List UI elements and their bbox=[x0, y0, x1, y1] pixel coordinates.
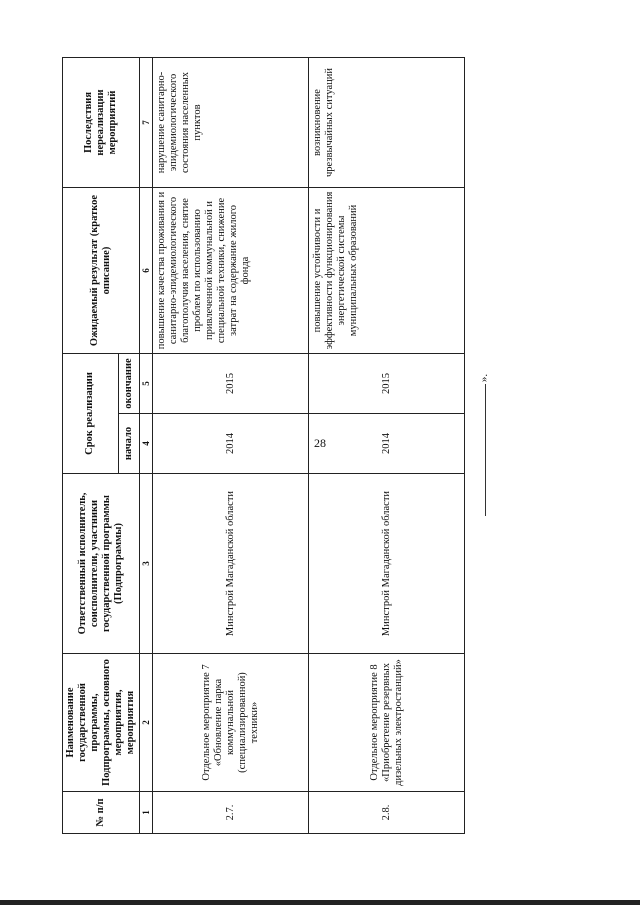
row-end: 2015 bbox=[309, 354, 465, 414]
header-start: начало bbox=[118, 414, 139, 474]
column-number: 2 bbox=[140, 654, 153, 792]
header-row bbox=[63, 58, 119, 834]
row-num: 2.7. bbox=[153, 792, 309, 834]
column-number: 6 bbox=[140, 188, 153, 354]
row-num: 2.8. bbox=[309, 792, 465, 834]
column-numbers-row bbox=[140, 58, 153, 834]
footer-rule bbox=[0, 900, 640, 905]
row-name: Отдельное мероприятие 8 «Приобретение резервных дизельных электростанций» bbox=[309, 654, 465, 792]
header-num: № п/п bbox=[63, 792, 140, 834]
row-consequences: нарушение санитарно-эпидемиологического состояния населенных пунктов bbox=[153, 58, 309, 188]
measures-table bbox=[62, 57, 465, 834]
row-start: 2014 bbox=[309, 414, 465, 474]
table-row bbox=[153, 58, 309, 834]
row-consequences: возникновение чрезвычайных ситуаций bbox=[309, 58, 465, 188]
table-row bbox=[309, 58, 465, 834]
header-consequences: Последствия нереализации мероприятий bbox=[63, 58, 140, 188]
column-number: 1 bbox=[140, 792, 153, 834]
column-number: 7 bbox=[140, 58, 153, 188]
divider-line bbox=[485, 384, 486, 516]
column-number: 3 bbox=[140, 474, 153, 654]
row-executor: Минстрой Магаданской области bbox=[309, 474, 465, 654]
page-number: 28 bbox=[314, 436, 326, 450]
table-frame bbox=[62, 58, 453, 834]
closing-divider bbox=[478, 373, 492, 518]
row-start: 2014 bbox=[153, 414, 309, 474]
row-result: повышение качества проживания и санитарно-эпидемиологического благополучия населения, снятие проблем по использованию привлеченной коммунальной и специальной техники, снижение затрат на содержание жилого фонда bbox=[153, 188, 309, 354]
closing-quote: ». bbox=[478, 373, 491, 383]
row-name: Отдельное мероприятие 7 «Обновление парка коммунальной (специализированной) техники» bbox=[153, 654, 309, 792]
header-result: Ожидаемый результат (краткое описание) bbox=[63, 188, 140, 354]
row-end: 2015 bbox=[153, 354, 309, 414]
header-executor: Ответственный исполнитель, соисполнители, участники государственной программы (Подпрограммы) bbox=[63, 474, 140, 654]
row-result: повышение устойчивости и эффективности функционирования энергетической системы муниципальных образований bbox=[309, 188, 465, 354]
header-period: Срок реализации bbox=[63, 354, 119, 474]
rotated-table-container bbox=[62, 58, 453, 834]
column-number: 4 bbox=[140, 414, 153, 474]
header-name: Наименование государственной программы, Подпрограммы, основного мероприятия, мероприятия bbox=[63, 654, 140, 792]
column-number: 5 bbox=[140, 354, 153, 414]
row-executor: Минстрой Магаданской области bbox=[153, 474, 309, 654]
header-end: окончание bbox=[118, 354, 139, 414]
